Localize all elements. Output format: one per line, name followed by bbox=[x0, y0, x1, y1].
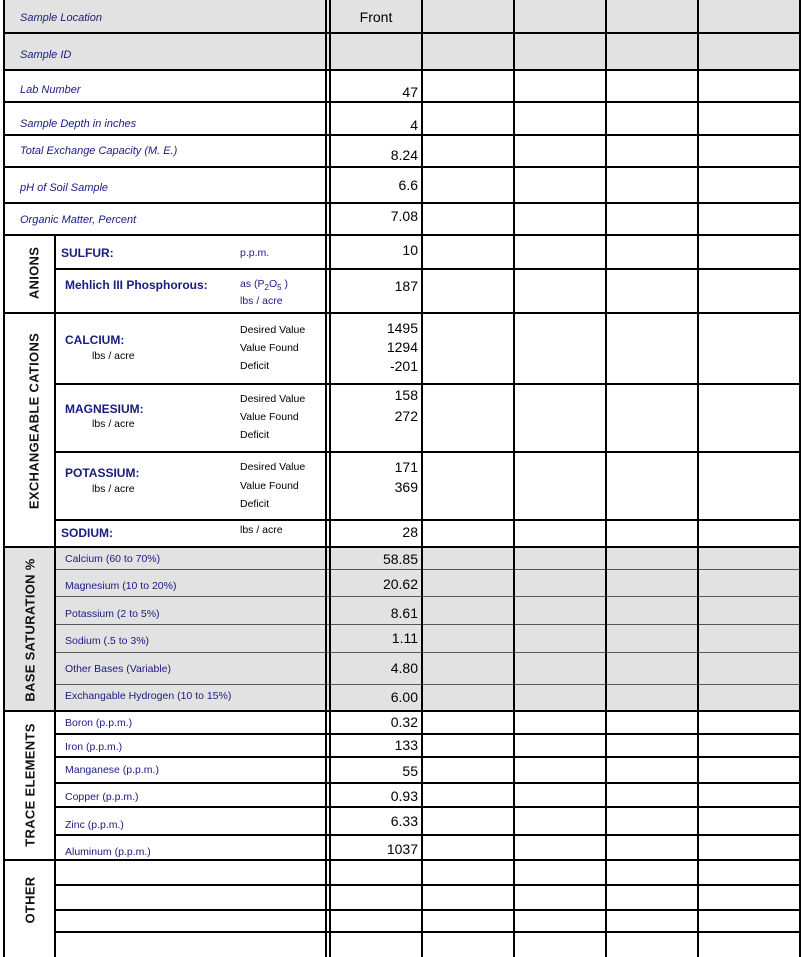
lab-number-label: Lab Number bbox=[20, 84, 81, 96]
sample-location-value: Front bbox=[359, 9, 393, 25]
aluminum-value: 1037 bbox=[386, 841, 418, 857]
magnesium-found-label: Value Found bbox=[240, 411, 299, 423]
calcium-desired-value: 1495 bbox=[386, 320, 418, 336]
exchange-capacity-value: 8.24 bbox=[390, 147, 418, 163]
calcium-found-value: 1294 bbox=[386, 339, 418, 355]
lab-number-value: 47 bbox=[402, 84, 418, 100]
calcium-label: CALCIUM: bbox=[65, 333, 125, 347]
sample-depth-value: 4 bbox=[410, 117, 418, 133]
potassium-deficit-label: Deficit bbox=[240, 498, 270, 510]
bs-hydrogen-label: Exchangable Hydrogen (10 to 15%) bbox=[65, 690, 232, 702]
phosphorous-unit-line2: lbs / acre bbox=[240, 295, 283, 307]
bs-magnesium-label: Magnesium (10 to 20%) bbox=[65, 580, 177, 592]
zinc-value: 6.33 bbox=[390, 813, 418, 829]
potassium-desired-value: 171 bbox=[394, 459, 418, 475]
calcium-found-label: Value Found bbox=[240, 342, 299, 354]
calcium-desired-label: Desired Value bbox=[240, 324, 306, 336]
bs-calcium-label: Calcium (60 to 70%) bbox=[65, 553, 161, 565]
organic-matter-label: Organic Matter, Percent bbox=[20, 214, 137, 226]
manganese-value: 55 bbox=[402, 763, 418, 779]
boron-value: 0.32 bbox=[390, 714, 418, 730]
bs-other-bases-label: Other Bases (Variable) bbox=[65, 663, 172, 675]
base-saturation-band bbox=[3, 547, 801, 710]
bs-sodium-value: 1.11 bbox=[391, 630, 418, 646]
bs-calcium-value: 58.85 bbox=[382, 551, 418, 567]
magnesium-desired-label: Desired Value bbox=[240, 393, 306, 405]
phosphorous-value: 187 bbox=[394, 278, 418, 294]
sodium-label: SODIUM: bbox=[61, 526, 113, 540]
bs-other-bases-value: 4.80 bbox=[390, 660, 418, 676]
magnesium-unit: lbs / acre bbox=[92, 418, 135, 430]
magnesium-found-value: 272 bbox=[394, 408, 418, 424]
phosphorous-label: Mehlich III Phosphorous: bbox=[65, 278, 208, 292]
section-trace-elements: TRACE ELEMENTS bbox=[22, 723, 38, 847]
bs-magnesium-value: 20.62 bbox=[382, 576, 418, 592]
iron-label: Iron (p.p.m.) bbox=[65, 741, 123, 753]
potassium-found-value: 369 bbox=[394, 479, 418, 495]
calcium-deficit-value: -201 bbox=[389, 358, 418, 374]
sulfur-unit: p.p.m. bbox=[240, 247, 270, 259]
ph-value: 6.6 bbox=[398, 177, 418, 193]
potassium-unit: lbs / acre bbox=[92, 483, 135, 495]
bs-potassium-value: 8.61 bbox=[390, 605, 418, 621]
magnesium-desired-value: 158 bbox=[394, 387, 418, 403]
copper-value: 0.93 bbox=[390, 788, 418, 804]
copper-label: Copper (p.p.m.) bbox=[65, 791, 139, 803]
potassium-desired-label: Desired Value bbox=[240, 461, 306, 473]
sodium-unit: lbs / acre bbox=[240, 524, 283, 536]
bs-potassium-label: Potassium (2 to 5%) bbox=[65, 608, 160, 620]
bs-hydrogen-value: 6.00 bbox=[390, 689, 418, 705]
aluminum-label: Aluminum (p.p.m.) bbox=[65, 846, 151, 858]
section-anions: ANIONS bbox=[26, 246, 42, 300]
section-exchangeable-cations: EXCHANGEABLE CATIONS bbox=[26, 332, 42, 510]
sample-depth-label: Sample Depth in inches bbox=[20, 118, 137, 130]
calcium-unit: lbs / acre bbox=[92, 350, 135, 362]
iron-value: 133 bbox=[394, 737, 418, 753]
sample-location-label: Sample Location bbox=[20, 12, 102, 24]
potassium-found-label: Value Found bbox=[240, 480, 299, 492]
boron-label: Boron (p.p.m.) bbox=[65, 717, 133, 729]
zinc-label: Zinc (p.p.m.) bbox=[65, 819, 124, 831]
bs-sodium-label: Sodium (.5 to 3%) bbox=[65, 635, 150, 647]
organic-matter-value: 7.08 bbox=[390, 208, 418, 224]
sulfur-label: SULFUR: bbox=[61, 246, 114, 260]
sulfur-value: 10 bbox=[402, 242, 418, 258]
section-other: OTHER bbox=[22, 876, 38, 924]
magnesium-deficit-label: Deficit bbox=[240, 429, 270, 441]
sodium-value: 28 bbox=[402, 524, 418, 540]
phosphorous-unit: as ($P_2O_5$ ) bbox=[240, 278, 289, 293]
sample-id-label: Sample ID bbox=[20, 49, 72, 61]
ph-label: pH of Soil Sample bbox=[20, 182, 109, 194]
magnesium-label: MAGNESIUM: bbox=[65, 402, 144, 416]
calcium-deficit-label: Deficit bbox=[240, 360, 270, 372]
potassium-label: POTASSIUM: bbox=[65, 466, 140, 480]
exchange-capacity-label: Total Exchange Capacity (M. E.) bbox=[20, 145, 178, 157]
manganese-label: Manganese (p.p.m.) bbox=[65, 764, 159, 776]
section-base-saturation: BASE SATURATION % bbox=[22, 558, 38, 702]
